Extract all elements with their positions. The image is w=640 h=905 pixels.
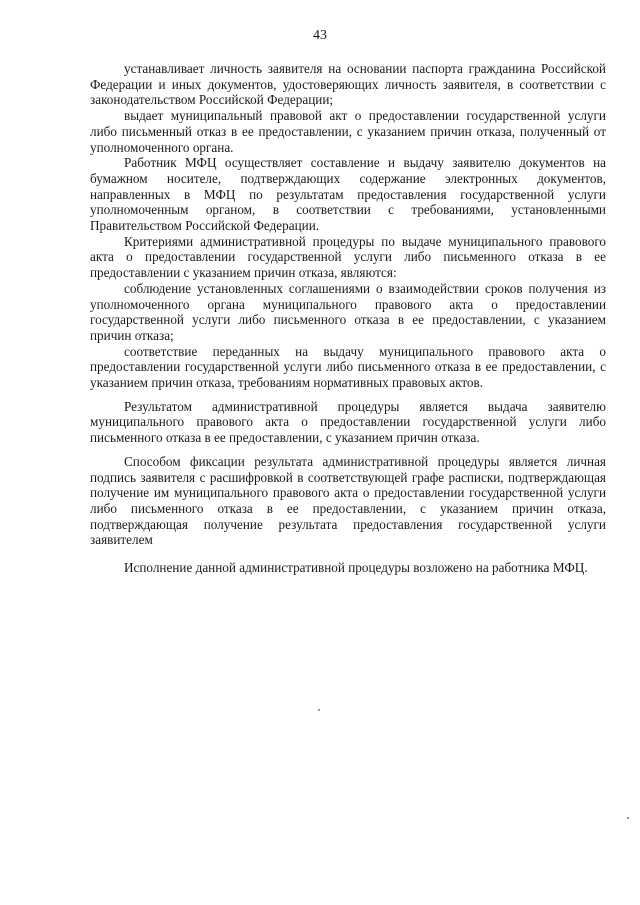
scan-speck xyxy=(627,817,629,819)
page-number: 43 xyxy=(313,28,327,43)
paragraph-6: соответствие переданных на выдачу муниципального правового акта о предоставлении государственной услуги либо письменного отказа в ее предоставлении, с указанием причин отказа, требованиям нормативных правовых актов. xyxy=(90,343,606,391)
paragraph-3: Работник МФЦ осуществляет составление и выдачу заявителю документов на бумажном носителе, подтверждающих содержание электронных документов, направленных в МФЦ по результатам предоставления государственной услуги уполномоченным органом, в соответствии с требованиями, установленными Правительством Российской Федерации. xyxy=(90,155,606,234)
paragraph-7: Результатом административной процедуры является выдача заявителю муниципального правового акта о предоставлении государственной услуги либо письменного отказа в ее предоставлении, с указанием причин отказа. xyxy=(90,398,606,446)
scan-speck xyxy=(318,709,320,711)
paragraph-5: соблюдение установленных соглашениями о взаимодействии сроков получения из уполномоченного органа муниципального правового акта о предоставлении государственной услуги либо письменного отказа в ее предоставлении, с указанием причин отказа; xyxy=(90,280,606,343)
document-body xyxy=(90,61,606,576)
paragraph-1: устанавливает личность заявителя на основании паспорта гражданина Российской Федерации и иных документов, удостоверяющих личность заявителя, в соответствии с законодательством Российской Федерации; xyxy=(90,61,606,108)
paragraph-2: выдает муниципальный правовой акт о предоставлении государственной услуги либо письменный отказ в ее предоставлении, с указанием причин отказа, полученный от уполномоченного органа. xyxy=(90,108,606,155)
paragraph-9: Исполнение данной административной процедуры возложено на работника МФЦ. xyxy=(124,560,588,576)
paragraph-8: Способом фиксации результата административной процедуры является личная подпись заявителя с расшифровкой в соответствующей графе расписки, подтверждающая получение им муниципального правового акта о предоставлении государственной услуги либо письменного отказа в ее предоставлении, с указанием причин отказа, подтверждающая получение результата предоставления государственной услуги заявителем xyxy=(90,453,606,548)
paragraph-4: Критериями административной процедуры по выдаче муниципального правового акта о предоставлении государственной услуги либо письменного отказа в ее предоставлении с указанием причин отказа, являются: xyxy=(90,233,606,281)
